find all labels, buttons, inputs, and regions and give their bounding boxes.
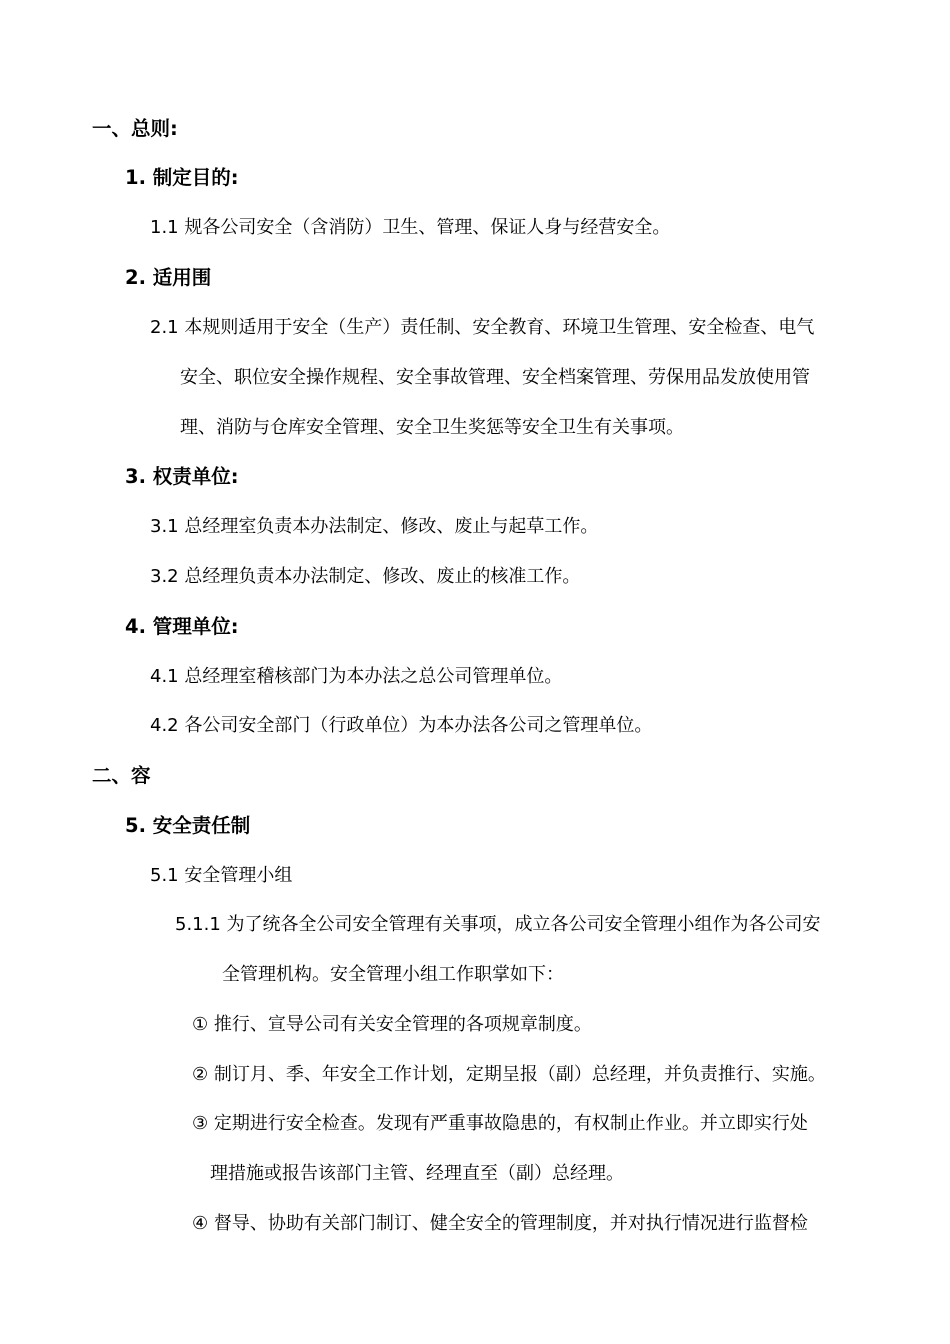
paragraph-5-1: 5.1 安全管理小组 xyxy=(150,865,293,886)
paragraph-2-1-line2: 安全、职位安全操作规程、安全事故管理、安全档案管理、劳保用品发放使用管 xyxy=(180,367,810,388)
heading-management-units: 4. 管理单位: xyxy=(125,615,239,638)
heading-purpose: 1. 制定目的: xyxy=(125,166,239,189)
paragraph-4-2: 4.2 各公司安全部门（行政单位）为本办法各公司之管理单位。 xyxy=(150,715,653,736)
heading-scope: 2. 适用围 xyxy=(125,266,212,289)
heading-responsible-units: 3. 权责单位: xyxy=(125,465,239,488)
paragraph-5-1-1-line1: 5.1.1 为了统各全公司安全管理有关事项，成立各公司安全管理小组作为各公司安 xyxy=(175,914,821,935)
paragraph-3-1: 3.1 总经理室负责本办法制定、修改、废止与起草工作。 xyxy=(150,516,599,537)
list-item-1: ① 推行、宣导公司有关安全管理的各项规章制度。 xyxy=(192,1014,592,1035)
list-item-3-line2: 理措施或报告该部门主管、经理直至（副）总经理。 xyxy=(210,1163,624,1184)
paragraph-1-1: 1.1 规各公司安全（含消防）卫生、管理、保证人身与经营安全。 xyxy=(150,217,671,238)
paragraph-4-1: 4.1 总经理室稽核部门为本办法之总公司管理单位。 xyxy=(150,666,563,687)
heading-safety-responsibility: 5. 安全责任制 xyxy=(125,814,251,837)
section-heading-general: 一、总则: xyxy=(92,117,178,140)
paragraph-2-1-line3: 理、消防与仓库安全管理、安全卫生奖惩等安全卫生有关事项。 xyxy=(180,417,684,438)
list-item-3-line1: ③ 定期进行安全检查。发现有严重事故隐患的，有权制止作业。并立即实行处 xyxy=(192,1113,808,1134)
paragraph-2-1-line1: 2.1 本规则适用于安全（生产）责任制、安全教育、环境卫生管理、安全检查、电气 xyxy=(150,317,815,338)
paragraph-3-2: 3.2 总经理负责本办法制定、修改、废止的核准工作。 xyxy=(150,566,581,587)
list-item-2: ② 制订月、季、年安全工作计划，定期呈报（副）总经理，并负责推行、实施。 xyxy=(192,1064,826,1085)
list-item-4-line1: ④ 督导、协助有关部门制订、健全安全的管理制度，并对执行情况进行监督检 xyxy=(192,1213,808,1234)
paragraph-5-1-1-line2: 全管理机构。安全管理小组工作职掌如下： xyxy=(222,964,564,985)
section-heading-content: 二、容 xyxy=(92,764,151,787)
